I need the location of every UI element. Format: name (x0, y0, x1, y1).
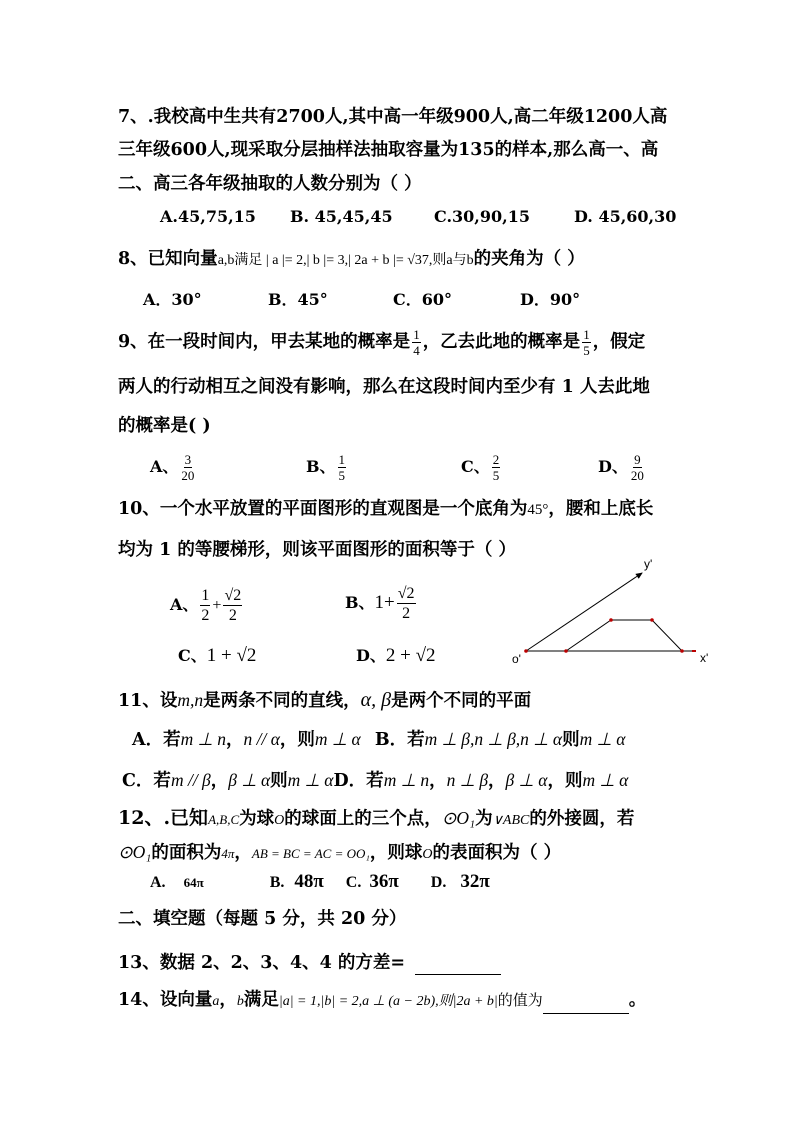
q9-option-a-den: 20 (181, 468, 195, 483)
q11-lines: m,n (177, 690, 204, 710)
y-axis-label: y' (644, 557, 653, 571)
q9-option-a-label: A、 (150, 457, 179, 476)
q12-options (150, 871, 490, 894)
q11-option-b-label: B．若 (374, 730, 425, 750)
q10-option-a-frac-1 (200, 586, 210, 625)
q14-text-b: 满足 (243, 990, 279, 1010)
q8-suffix: 的夹角为（ ） (473, 249, 585, 269)
q11-option-a-then: ，则 (279, 730, 315, 750)
q10-option-c-label: C、 (178, 646, 207, 665)
q10-option-b-frac (397, 584, 416, 623)
q11-option-d-cond-2: n ⊥ β (446, 770, 489, 790)
q11-option-c-cond-2: β ⊥ α (228, 770, 271, 790)
q14-text-c: 的值为 (497, 991, 543, 1009)
q12-sphere-o: O (274, 813, 285, 828)
q12-circle-o1-2: ⊙O₁ (118, 842, 152, 862)
q11-option-a-cond-2: n // α (243, 729, 280, 749)
q10-option-a-plus: + (212, 597, 222, 614)
q9-line-2: 两人的行动相互之间没有影响，那么在这段时间内至少有 1 人去此地 (118, 377, 650, 397)
q11-option-c-result: m ⊥ α (287, 770, 334, 790)
q14-sep: ， (219, 990, 237, 1010)
q10-option-d-value: 2 + √2 (385, 645, 436, 666)
q12-text-a: 12、.已知 (118, 807, 209, 829)
q11-option-c-then: 则 (270, 771, 288, 791)
q10-text-b: ，腰和上底长 (548, 499, 654, 519)
q11-option-d-result: m ⊥ α (582, 770, 629, 790)
q11-option-a-cond-1: m ⊥ n (180, 729, 226, 749)
q9-option-c-den: 5 (492, 468, 500, 483)
q10-option-b-den: 2 (402, 605, 411, 622)
origin-point (524, 649, 528, 653)
q11-text-c: 是两个不同的平面 (391, 691, 532, 711)
q9-prob-2-num: 1 (583, 327, 590, 342)
origin-label: o' (512, 652, 521, 666)
vertex-point (564, 649, 568, 653)
q14-end: 。 (628, 990, 647, 1010)
q14-vector-a: a (212, 994, 220, 1009)
q10-option-b-label: B、 (345, 593, 375, 612)
q11-option-c-sep: ， (210, 771, 229, 791)
q12-text-e: 的外接圆，若 (529, 809, 635, 829)
q10-option-b (345, 584, 418, 623)
q9-option-b-num: 1 (338, 452, 346, 467)
q9-option-a (150, 452, 197, 483)
q12-triangle: ∨ABC (492, 813, 530, 828)
q10-option-c-value: 1 + √2 (206, 645, 257, 666)
q13-answer-blank[interactable] (415, 956, 501, 975)
q14-answer-blank[interactable] (543, 995, 629, 1014)
q9-option-c-label: C、 (461, 457, 490, 476)
q14-text-a: 14、设向量 (118, 990, 213, 1010)
q9-option-d-label: D、 (598, 457, 628, 476)
x-axis-label: x' (700, 651, 709, 665)
q9-prob-2 (582, 327, 591, 358)
q9-option-d-num: 9 (634, 452, 641, 467)
q7-line-3: 二、高三各年级抽取的人数分别为（ ） (118, 174, 422, 194)
q10-option-c (178, 645, 256, 667)
q11-option-b-result: m ⊥ α (579, 729, 626, 749)
section-title-fill-in: 二、填空题（每题 5 分，共 20 分） (118, 909, 407, 929)
q10-option-d (356, 645, 436, 667)
q12-text-h: ，则球 (369, 843, 423, 863)
q7-option-d: D. 45,60,30 (574, 207, 677, 226)
q11-options-cd (122, 768, 628, 793)
trapezoid (566, 620, 682, 651)
q10-option-a (170, 586, 244, 625)
q9-prob-1 (412, 327, 421, 358)
q8-option-d: D．90° (520, 290, 581, 309)
q9-option-b (306, 452, 348, 483)
q10-option-a-f2-den: 2 (228, 607, 237, 624)
q9-option-d (598, 452, 647, 483)
q10-angle: 45° (527, 502, 549, 518)
q12-option-a-value: 64π (183, 875, 204, 890)
q12-circle-o1: ⊙O₁ (441, 808, 476, 828)
q11-option-d-cond-3: β ⊥ α (505, 770, 548, 790)
q8-option-b: B．45° (268, 290, 328, 309)
q9-line-1 (118, 327, 645, 358)
q7-line-1: 7、.我校高中生共有2700人,其中高一年级900人,高二年级1200人高 (118, 107, 668, 127)
q12-option-c-value: 36π (369, 871, 399, 892)
q12-text-g: ， (234, 843, 252, 863)
q9-option-d-den: 20 (630, 468, 644, 483)
q12-option-b-label: B. (269, 874, 285, 891)
vertex-point (650, 618, 654, 622)
q10-option-a-f1-den: 2 (201, 607, 210, 624)
q8-stem (118, 247, 585, 273)
q9-option-b-den: 5 (338, 468, 346, 483)
q7-option-a: A.45,75,15 (160, 207, 256, 226)
q10-option-b-one: 1+ (374, 592, 395, 613)
q12-points: A,B,C (208, 812, 240, 827)
q9-prob-1-num: 1 (413, 327, 420, 342)
q10-option-a-frac-2 (223, 586, 242, 625)
q14-line (118, 988, 646, 1014)
q12-sphere-o-2: O (422, 847, 433, 862)
q14-vector-b: b (236, 994, 244, 1009)
q12-text-i: 的表面积为（ ） (432, 843, 562, 863)
q7-line-2: 三年级600人,现采取分层抽样法抽取容量为135的样本,那么高一、高 (118, 140, 659, 160)
q11-option-d-sep-1: ， (429, 771, 447, 791)
q11-option-d-label: D．若 (333, 771, 384, 791)
q11-option-b-cond: m ⊥ β,n ⊥ β,n ⊥ α (424, 729, 563, 749)
q9-option-c-frac (492, 452, 501, 483)
q11-option-d-cond-1: m ⊥ n (383, 770, 430, 790)
q9-text-a: 9、在一段时间内，甲去某地的概率是 (118, 332, 411, 352)
q9-prob-1-den: 4 (413, 343, 420, 358)
q11-text-b: 是两条不同的直线， (203, 691, 361, 711)
q12-option-a-label: A. (150, 874, 166, 891)
q9-option-c (461, 452, 502, 483)
q14-condition: |a| = 1,|b| = 2,a ⊥ (a − 2b),则|2a + b| (278, 994, 498, 1009)
q10-figure (500, 555, 730, 675)
q13-text: 13、数据 2、2、3、4、4 的方差= (118, 953, 406, 973)
q11-option-d-sep-2: ， (488, 771, 506, 791)
q9-text-b: ，乙去此地的概率是 (422, 332, 581, 352)
q9-prob-2-den: 5 (583, 343, 590, 358)
q12-option-b-value: 48π (294, 871, 324, 892)
q10-line-1 (118, 497, 653, 522)
q12-text-f: 的面积为 (151, 843, 222, 863)
q10-line-2: 均为 1 的等腰梯形，则该平面图形的面积等于（ ） (118, 540, 516, 560)
q9-option-a-num: 3 (184, 452, 192, 467)
q12-equation: AB = BC = AC = OO₁ (251, 846, 370, 861)
q12-option-d-value: 32π (460, 871, 490, 892)
q9-line-3: 的概率是( ) (118, 416, 211, 436)
q9-option-b-label: B、 (306, 457, 336, 476)
q9-option-b-frac (338, 452, 347, 483)
q9-option-a-frac (180, 452, 195, 483)
q10-option-a-f1-num: 1 (201, 587, 210, 604)
vertex-point (609, 618, 613, 622)
q12-area: 4π (221, 846, 235, 861)
q9-text-c: ，假定 (592, 332, 646, 352)
q10-option-b-num: √2 (397, 585, 415, 602)
q9-option-c-num: 2 (492, 452, 500, 467)
q12-line-1 (118, 806, 634, 833)
q12-line-2 (118, 840, 561, 867)
q9-option-d-frac (630, 452, 645, 483)
q8-condition: a,b满足 | a |= 2,| b |= 3,| 2a + b |= √37,则a与b (217, 253, 474, 268)
q11-planes: α, β (360, 689, 392, 711)
y-axis (526, 573, 642, 651)
q11-option-b-then: 则 (562, 730, 580, 750)
q11-option-a-label: A．若 (132, 730, 181, 750)
q11-option-a-result: m ⊥ α (314, 729, 361, 749)
q10-option-d-label: D、 (356, 646, 386, 665)
q12-option-c-label: C. (345, 874, 362, 891)
q10-option-a-label: A、 (170, 595, 199, 614)
vertex-point (680, 649, 684, 653)
q11-option-c-cond-1: m // β (170, 770, 211, 790)
q10-option-a-f2-num: √2 (224, 587, 242, 604)
q11-text-a: 11、设 (118, 691, 178, 711)
q11-stem (118, 688, 531, 713)
q12-text-c: 的球面上的三个点， (284, 809, 442, 829)
q7-option-b: B. 45,45,45 (290, 207, 393, 226)
q12-text-d: 为 (475, 809, 493, 829)
q12-option-d-label: D. (430, 874, 447, 891)
q8-prefix: 8、已知向量 (118, 249, 218, 269)
q13-line (118, 951, 501, 975)
q11-option-a-sep: ， (225, 730, 244, 750)
q11-options-ab (132, 727, 625, 752)
q10-text-a: 10、一个水平放置的平面图形的直观图是一个底角为 (118, 499, 528, 519)
q11-option-c-label: C．若 (122, 771, 171, 791)
q8-option-a: A．30° (143, 290, 202, 309)
q12-text-b: 为球 (239, 809, 275, 829)
q11-option-d-then: ，则 (547, 771, 583, 791)
q8-option-c: C．60° (393, 290, 453, 309)
q7-option-c: C.30,90,15 (434, 207, 530, 226)
